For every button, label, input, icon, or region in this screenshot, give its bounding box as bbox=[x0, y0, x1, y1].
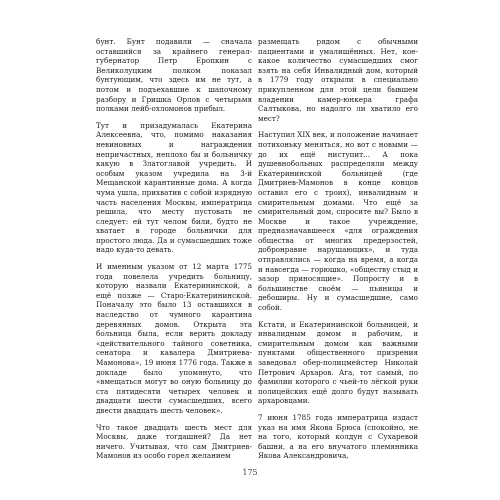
paragraph: бунт. Бунт подавили — сначала оставшийся за крайнего генерал-губернатор Петр Еропкин с Великолуцким полком показал бунтующим, что здесь им не тут, а потом и подъехавшие к шапочному разбору и Гришка Орлов с четырьмя полками лейб-охломонов прибыл. bbox=[96, 37, 252, 114]
paragraph: Что такое двадцать шесть мест для Москвы, даже тогдашней? Да нет ничего. Учитывая, что сам Дмитриев-Мамонов из особо горел желанием bbox=[96, 422, 252, 461]
paragraph: И именным указом от 12 марта 1775 года повелела учредить больницу, которую назвали Екатерининской, а ещё позже — Старо-Екатерининской. Поначалу это было 13 оставшихся в наследство от чумного карантина деревянных домов. Открыта эта больница была, если верить докладу «действительного тайного советника, сенатора и кавалера Дмитриева-Мамонова», 19 июня 1776 года. Также в докладе было упомянуто, что «вмещаться могут во оную больницу до ста пятидесяти четырех человек и двадцати шести сумасшедших, всего двести двадцать шесть человек». bbox=[96, 262, 252, 415]
paragraph: 7 июня 1785 года императрица издаст указ на имя Якова Брюса (спокойно, не на того, который колдун с Сухаревой башни, а на его внучатого племянника Якова Александровича, bbox=[258, 412, 418, 461]
paragraph: Кстати, и Екатерининской больницей, и инвалидным домом и рабочим, и смирительным домом как важными пунктами общественного призрения заведовал обер-полицмейстер Николай Петрович Архаров. Ага, тот самый, по фамилии которого с чьей-то лёгкой руки полицейских ещё долго будут называть архаровцами. bbox=[258, 319, 418, 406]
paragraph: Тут и призадумалась Екатерина Алексеевна, что, помимо наказания невиновных и награждения непричастных, неплохо бы и больничку какую в Златоглавой учредить. И особым указом учредила на 3-й Мещанской карантинные дома. А когда чума ушла, прихватив с собой изрядную часть населения Москвы, императрица решила, что месту пустовать не следует: ей тут челом били, будто не хватает в городе больнички для простого люда. Да и сумасшедших тоже надо куда-то девать. bbox=[96, 120, 252, 255]
left-text-column bbox=[96, 37, 252, 468]
page-number: 175 bbox=[242, 468, 258, 477]
paragraph: размещать рядом с обычными пациентами и умалишённых. Нет, кое-какое количество сумасшедших смог взять на себя Инвалидный дом, который в 1779 году открыли в специально прикупленном для этой цели бывшем владении камер-юнкера графа Салтыкова, но надолго ли хватило его мест? bbox=[258, 37, 418, 123]
right-text-column bbox=[258, 37, 418, 468]
paragraph: Наступил XIX век, и положение начинает потихоньку меняться, но вот с новыми — до их ещё ниступит... А пока душевнобольных распределяли между Екатерининской больницей (где Дмитриев-Мамонов в конце концов оставил его с троих), инвалидным и смирительным домами. Что ещё за смирительный дом, спросите вы? Было в Москве и такое учреждение, предназначавшееся «для ограждения общества от многих предерзостей, добронравие нарушающих», и туда отправлялись — когда на время, а когда и навсегда — горюшко, «обществу стыд и зазор приносящие». Попросту и в большинстве своём — пьяницы и дебоширы. Ну и сумасшедшие, само собой. bbox=[258, 130, 418, 313]
